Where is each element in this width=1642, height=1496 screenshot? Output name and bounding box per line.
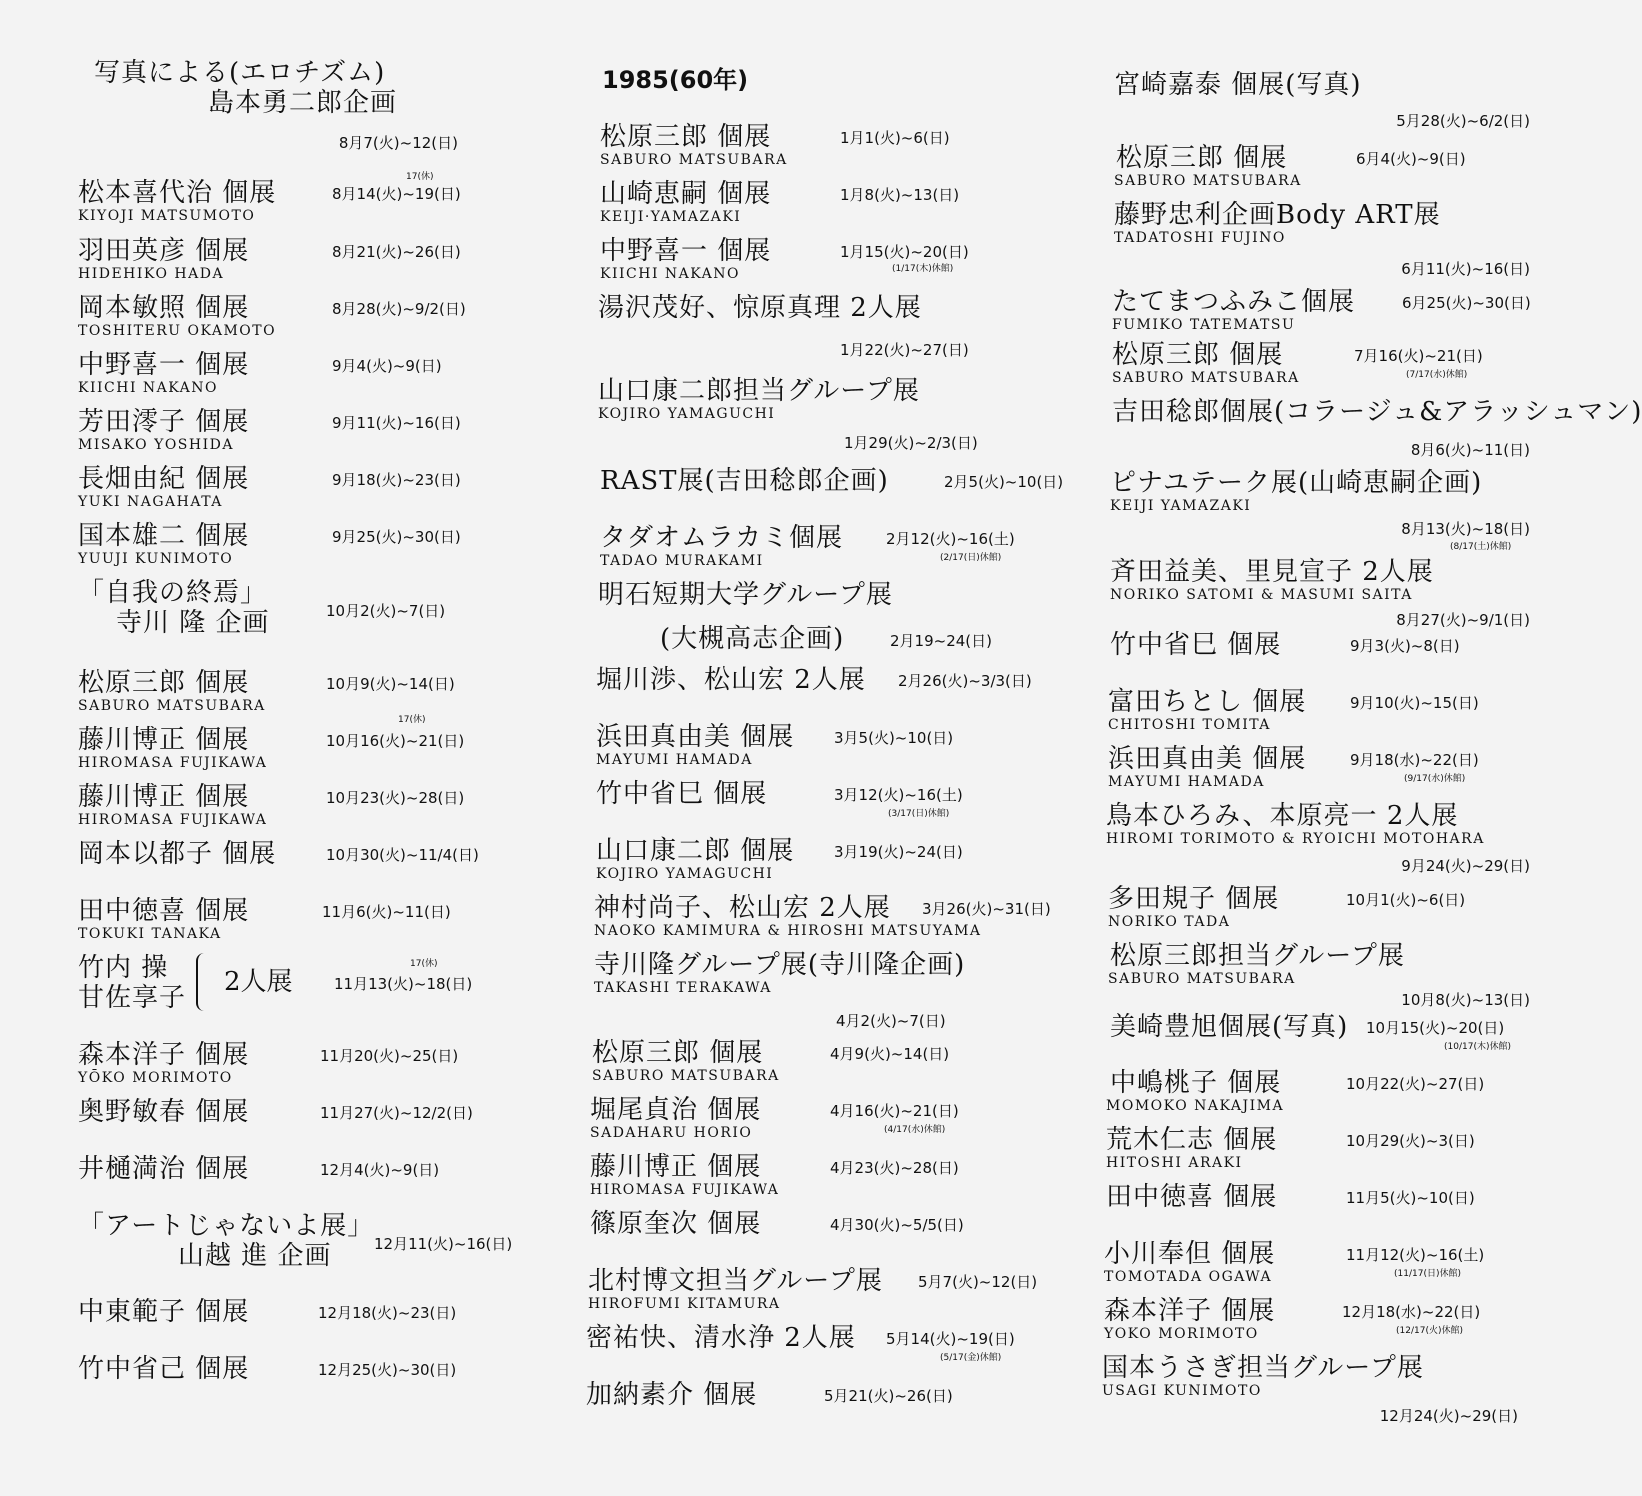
exhibition-date: 8月7(火)~12(日) (338, 134, 458, 152)
exhibition-title: 「アートじゃないよ展」 (78, 1211, 375, 1241)
closure-note: (7/17(水)休館) (1406, 370, 1468, 380)
exhibition-date: 11月27(火)~12/2(日) (320, 1104, 473, 1122)
exhibition-date: 9月10(火)~15(日) (1350, 694, 1479, 712)
exhibition-organizer: 山越 進 企画 (178, 1241, 332, 1271)
artist-romaji: FUMIKO TATEMATSU (1112, 317, 1296, 333)
exhibition-date: 12月4(火)~9(日) (320, 1161, 440, 1179)
list-item (78, 839, 518, 869)
exhibition-title: 竹中省己 個展 (78, 1354, 250, 1384)
exhibition-date: 3月19(火)~24(日) (834, 843, 963, 861)
exhibition-title: 斉田益美、里見宣子 2人展 (1110, 557, 1434, 587)
list-item (584, 122, 1024, 168)
artist-romaji: TADAO MURAKAMI (600, 553, 764, 569)
list-item (78, 578, 518, 638)
exhibition-date: 9月24(火)~29(日) (1401, 857, 1530, 875)
artist-romaji: YUUJI KUNIMOTO (78, 551, 234, 567)
artist-romaji: HIDEHIKO HADA (78, 266, 225, 282)
list-item (78, 1297, 518, 1327)
list-item (1100, 630, 1530, 660)
exhibition-date: 12月18(水)~22(日) (1342, 1303, 1481, 1321)
list-item (1100, 557, 1530, 629)
exhibition-title: 吉田稔郎個展(コラージュ&アラッシュマン) (1112, 397, 1642, 427)
exhibition-title: 藤川博正 個展 (78, 725, 250, 755)
exhibition-date: 10月2(火)~7(日) (326, 602, 446, 620)
exhibition-date: 2月12(火)~16(土) (886, 530, 1015, 548)
artist-romaji: YOKO MORIMOTO (1104, 1326, 1259, 1342)
list-item (1100, 70, 1530, 130)
artist-romaji: SABURO MATSUBARA (600, 152, 788, 168)
exhibition-organizer: 寺川 隆 企画 (116, 608, 270, 638)
list-item (1100, 143, 1530, 189)
artist-romaji: HITOSHI ARAKI (1106, 1155, 1243, 1171)
artist-romaji: KOJIRO YAMAGUCHI (598, 406, 776, 422)
list-item (584, 1152, 1024, 1198)
exhibition-title: 井樋満治 個展 (78, 1154, 250, 1184)
exhibition-date: 4月2(火)~7(日) (836, 1012, 946, 1030)
exhibition-date: 8月6(火)~11(日) (1410, 441, 1530, 459)
list-item (78, 953, 518, 1013)
artist-romaji: MAYUMI HAMADA (1108, 774, 1265, 790)
exhibition-title: 明石短期大学グループ展 (598, 580, 893, 610)
exhibition-title: 山口康二郎 個展 (596, 836, 795, 866)
exhibition-date: 10月15(火)~20(日) (1366, 1019, 1505, 1037)
exhibition-date: 10月1(火)~6(日) (1346, 891, 1466, 909)
exhibition-title: 写真による(エロチズム) (94, 58, 386, 88)
exhibition-date: 1月22(火)~27(日) (840, 341, 969, 359)
exhibition-title: 美崎豊旭個展(写真) (1110, 1012, 1349, 1042)
exhibition-title: 藤川博正 個展 (590, 1152, 762, 1182)
list-item (1100, 1353, 1530, 1425)
list-item (584, 1038, 1024, 1084)
artist-romaji: KEIJI YAMAZAKI (1110, 498, 1252, 514)
column-1 (78, 0, 578, 1496)
list-item (1100, 941, 1530, 1009)
exhibition-title: 竹内 操 (78, 953, 169, 983)
exhibition-date: 11月13(火)~18(日) (334, 975, 473, 993)
artist-romaji: NORIKO SATOMI & MASUMI SAITA (1110, 587, 1413, 603)
artist-romaji: TOMOTADA OGAWA (1104, 1269, 1273, 1285)
exhibition-title: 国本うさぎ担当グループ展 (1102, 1353, 1424, 1383)
exhibition-title: 岡本以都子 個展 (78, 839, 277, 869)
exhibition-date: 5月21(火)~26(日) (824, 1387, 953, 1405)
exhibition-title: 北村博文担当グループ展 (588, 1266, 883, 1296)
exhibition-title: 竹中省巳 個展 (1110, 630, 1282, 660)
exhibition-date: 9月4(火)~9(日) (332, 357, 442, 375)
closure-note: (3/17(日)休館) (888, 809, 950, 819)
list-item (1100, 397, 1642, 459)
exhibition-date: 11月6(火)~11(日) (322, 903, 451, 921)
exhibition-date: 12月24(火)~29(日) (1379, 1407, 1518, 1425)
exhibition-title: 岡本敏照 個展 (78, 293, 250, 323)
exhibition-title: 宮崎嘉泰 個展(写真) (1114, 70, 1362, 100)
exhibition-date: 10月16(火)~21(日) (326, 732, 465, 750)
list-item (584, 376, 1024, 452)
year-heading (584, 66, 1024, 94)
exhibition-subtitle: 島本勇二郎企画 (208, 88, 398, 118)
artist-romaji: TOKUKI TANAKA (78, 926, 222, 942)
exhibition-title: 堀川渉、松山宏 2人展 (596, 665, 866, 695)
exhibition-title: 多田規子 個展 (1108, 884, 1280, 914)
exhibition-date: 9月11(火)~16(日) (332, 414, 461, 432)
list-item (78, 1097, 518, 1127)
exhibition-title: 田中徳喜 個展 (1106, 1182, 1278, 1212)
artist-romaji: KIYOJI MATSUMOTO (78, 208, 256, 224)
list-item (78, 715, 518, 771)
artist-romaji: NAOKO KAMIMURA & HIROSHI MATSUYAMA (594, 923, 982, 939)
list-item (78, 293, 518, 339)
list-item (1100, 1239, 1530, 1285)
exhibition-title: 山崎恵嗣 個展 (600, 179, 772, 209)
exhibition-title: タダオムラカミ個展 (600, 523, 844, 553)
list-item (584, 1266, 1038, 1312)
closure-note: (10/17(木)休館) (1444, 1042, 1511, 1052)
exhibition-title: たてまつふみこ個展 (1112, 287, 1356, 317)
closure-note: (9/17(水)休館) (1404, 774, 1466, 784)
exhibition-date: 6月25(火)~30(日) (1402, 294, 1531, 312)
exhibition-date: 8月14(火)~19(日) (332, 185, 461, 203)
exhibition-date: 6月4(火)~9(日) (1356, 150, 1466, 168)
list-item (78, 464, 518, 510)
list-item (1100, 287, 1530, 333)
exhibition-date: 9月3(火)~8(日) (1350, 637, 1460, 655)
artist-romaji: KEIJI·YAMAZAKI (600, 209, 742, 225)
exhibition-date: 1月8(火)~13(日) (840, 186, 960, 204)
list-item (584, 1209, 1024, 1239)
list-item (584, 1380, 1024, 1410)
exhibition-date: 12月18(火)~23(日) (318, 1304, 457, 1322)
list-item (1100, 801, 1530, 875)
artist-romaji: MOMOKO NAKAJIMA (1106, 1098, 1285, 1114)
exhibition-title: 松原三郎 個展 (592, 1038, 764, 1068)
exhibition-date: 8月13(火)~18(日) (1401, 520, 1530, 538)
exhibition-date: 11月20(火)~25(日) (320, 1047, 459, 1065)
exhibition-title: ピナユテーク展(山崎恵嗣企画) (1110, 468, 1483, 498)
artist-romaji: TADATOSHI FUJINO (1114, 230, 1286, 246)
list-item (1100, 1182, 1530, 1212)
exhibition-title: 松原三郎 個展 (600, 122, 772, 152)
pair-exhibition-label: 2人展 (224, 967, 293, 997)
artist-romaji: KIICHI NAKANO (78, 380, 219, 396)
closure-note: (12/17(火)休館) (1396, 1326, 1463, 1336)
exhibition-date: 10月23(火)~28(日) (326, 789, 465, 807)
exhibition-title: 「自我の終焉」 (78, 578, 268, 608)
brace-icon (196, 953, 212, 1011)
list-item (78, 58, 518, 152)
exhibition-title: 芳田澪子 個展 (78, 407, 250, 437)
list-item (1100, 744, 1530, 790)
exhibition-date: 3月26(火)~31(日) (922, 900, 1051, 918)
list-item (1100, 1125, 1530, 1171)
exhibition-date: 10月22(火)~27(日) (1346, 1075, 1485, 1093)
exhibition-title-second: 甘佐享子 (78, 983, 187, 1013)
exhibition-date: 3月5(火)~10(日) (834, 729, 954, 747)
artist-romaji: NORIKO TADA (1108, 914, 1231, 930)
artist-romaji: HIROMASA FUJIKAWA (590, 1182, 780, 1198)
exhibition-date: 12月25(火)~30(日) (318, 1361, 457, 1379)
artist-romaji: SABURO MATSUBARA (592, 1068, 780, 1084)
exhibition-date: 9月18(水)~22(日) (1350, 751, 1479, 769)
list-item (1100, 1068, 1530, 1114)
exhibition-title: 羽田英彦 個展 (78, 236, 250, 266)
artist-romaji: SABURO MATSUBARA (1108, 971, 1296, 987)
exhibition-title: 長畑由紀 個展 (78, 464, 250, 494)
column-3 (1100, 0, 1642, 1496)
year-label: 1985(60年) (602, 66, 749, 94)
artist-romaji: SABURO MATSUBARA (1114, 173, 1302, 189)
exhibition-date: 1月1(火)~6(日) (840, 129, 950, 147)
list-item (1100, 1296, 1530, 1342)
exhibition-title: 篠原奎次 個展 (590, 1209, 762, 1239)
exhibition-date: 12月11(火)~16(日) (374, 1235, 513, 1253)
exhibition-title: 小川奉但 個展 (1104, 1239, 1276, 1269)
exhibition-title: 竹中省巳 個展 (596, 779, 768, 809)
exhibition-date: 11月12(火)~16(土) (1346, 1246, 1485, 1264)
exhibition-title: 国本雄二 個展 (78, 521, 250, 551)
exhibition-title: 密祐快、清水浄 2人展 (586, 1323, 856, 1353)
exhibition-date: 5月7(火)~12(日) (918, 1273, 1038, 1291)
list-item (78, 1154, 518, 1184)
artist-romaji: HIROFUMI KITAMURA (588, 1296, 781, 1312)
list-item (78, 1354, 518, 1384)
closure-note: (2/17(日)休館) (940, 553, 1002, 563)
exhibition-title: 中東範子 個展 (78, 1297, 250, 1327)
exhibition-date: 10月30(火)~11/4(日) (326, 846, 479, 864)
artist-romaji: HIROMASA FUJIKAWA (78, 755, 268, 771)
artist-romaji: YUKI NAGAHATA (78, 494, 223, 510)
exhibition-title: 中野喜一 個展 (600, 236, 772, 266)
artist-romaji: SADAHARU HORIO (590, 1125, 753, 1141)
list-item (78, 896, 518, 942)
list-item (584, 722, 1024, 768)
holiday-note: 17(休) (398, 715, 426, 725)
list-item (78, 350, 518, 396)
exhibition-organizer: (大槻高志企画) (660, 624, 845, 654)
list-item (1100, 884, 1530, 930)
holiday-note: 17(休) (406, 172, 434, 182)
list-item (584, 1095, 1024, 1141)
exhibition-title: RAST展(吉田稔郎企画) (600, 466, 889, 496)
exhibition-title: 森本洋子 個展 (78, 1040, 250, 1070)
artist-romaji: MAYUMI HAMADA (596, 752, 753, 768)
exhibition-date: 11月5(火)~10(日) (1346, 1189, 1475, 1207)
exhibition-title: 森本洋子 個展 (1104, 1296, 1276, 1326)
exhibition-date: 1月15(火)~20(日) (840, 243, 969, 261)
list-item (78, 782, 518, 828)
closure-note: (11/17(日)休館) (1394, 1269, 1461, 1279)
exhibition-title: 藤川博正 個展 (78, 782, 250, 812)
list-item (584, 893, 1051, 939)
list-item (584, 236, 1024, 282)
exhibition-date: 4月23(火)~28(日) (830, 1159, 959, 1177)
exhibition-date: 8月28(火)~9/2(日) (332, 300, 466, 318)
exhibition-title: 浜田真由美 個展 (1108, 744, 1307, 774)
exhibition-date: 8月21(火)~26(日) (332, 243, 461, 261)
artist-romaji: TOSHITERU OKAMOTO (78, 323, 277, 339)
list-item (78, 521, 518, 567)
list-item (584, 665, 1032, 695)
exhibition-date: 2月5(火)~10(日) (944, 473, 1064, 491)
list-item (78, 407, 518, 453)
closure-note: (4/17(水)休館) (884, 1125, 946, 1135)
exhibition-date: 7月16(火)~21(日) (1354, 347, 1483, 365)
artist-romaji: KOJIRO YAMAGUCHI (596, 866, 774, 882)
exhibition-date: 3月12(火)~16(土) (834, 786, 963, 804)
exhibition-date: 9月18(火)~23(日) (332, 471, 461, 489)
exhibition-title: 松原三郎担当グループ展 (1110, 941, 1405, 971)
exhibition-title: 中野喜一 個展 (78, 350, 250, 380)
exhibition-title: 松原三郎 個展 (78, 668, 250, 698)
list-item (584, 950, 1024, 1030)
exhibition-title: 鳥本ひろみ、本原亮一 2人展 (1106, 801, 1459, 831)
exhibition-title: 田中徳喜 個展 (78, 896, 250, 926)
list-item (584, 466, 1064, 496)
list-item (584, 779, 1024, 819)
exhibition-title: 寺川隆グループ展(寺川隆企画) (594, 950, 966, 980)
exhibition-date: 4月30(火)~5/5(日) (830, 1216, 964, 1234)
column-2 (584, 0, 1084, 1496)
list-item (1100, 200, 1530, 278)
list-item (78, 1211, 518, 1271)
holiday-note: 17(休) (410, 959, 438, 969)
exhibition-title: 湯沢茂好、惊原真理 2人展 (598, 293, 922, 323)
closure-note: (1/17(木)休館) (892, 264, 954, 274)
list-item (584, 293, 1024, 359)
exhibition-title: 浜田真由美 個展 (596, 722, 795, 752)
list-item (78, 1040, 518, 1086)
exhibition-date: 10月8(火)~13(日) (1401, 991, 1530, 1009)
exhibition-date: 6月11(火)~16(日) (1401, 260, 1530, 278)
exhibition-date: 9月25(火)~30(日) (332, 528, 461, 546)
exhibition-date: 4月9(火)~14(日) (830, 1045, 950, 1063)
list-item (584, 580, 1024, 654)
artist-romaji: USAGI KUNIMOTO (1102, 1383, 1262, 1399)
exhibition-title: 松原三郎 個展 (1116, 143, 1288, 173)
artist-romaji: SABURO MATSUBARA (78, 698, 266, 714)
artist-romaji: SABURO MATSUBARA (1112, 370, 1300, 386)
exhibition-title: 松本喜代治 個展 (78, 178, 277, 208)
exhibition-date: 2月19~24(日) (890, 632, 992, 650)
exhibition-date: 5月14(火)~19(日) (886, 1330, 1015, 1348)
closure-note: (5/17(金)休館) (940, 1353, 1002, 1363)
exhibition-date: 1月29(火)~2/3(日) (844, 434, 978, 452)
exhibition-date: 2月26(火)~3/3(日) (898, 672, 1032, 690)
list-item (1100, 468, 1530, 552)
list-item (1100, 1012, 1530, 1052)
exhibition-title: 奥野敏春 個展 (78, 1097, 250, 1127)
list-item (584, 836, 1024, 882)
exhibition-title: 富田ちとし 個展 (1108, 687, 1307, 717)
exhibition-title: 荒木仁志 個展 (1106, 1125, 1278, 1155)
artist-romaji: KIICHI NAKANO (600, 266, 741, 282)
exhibition-title: 藤野忠利企画Body ART展 (1114, 200, 1441, 230)
list-item (584, 179, 1024, 225)
exhibition-date: 8月27(火)~9/1(日) (1396, 611, 1530, 629)
exhibition-title: 堀尾貞治 個展 (590, 1095, 762, 1125)
list-item (584, 1323, 1024, 1363)
exhibition-date: 10月29(火)~3(日) (1346, 1132, 1475, 1150)
list-item (1100, 687, 1530, 733)
exhibition-date: 4月16(火)~21(日) (830, 1102, 959, 1120)
list-item (78, 668, 518, 714)
artist-romaji: MISAKO YOSHIDA (78, 437, 234, 453)
exhibition-title: 神村尚子、松山宏 2人展 (594, 893, 891, 923)
list-item (78, 236, 518, 282)
artist-romaji: TAKASHI TERAKAWA (594, 980, 772, 996)
artist-romaji: CHITOSHI TOMITA (1108, 717, 1271, 733)
exhibition-date: 10月9(火)~14(日) (326, 675, 455, 693)
exhibition-title: 加納素介 個展 (586, 1380, 758, 1410)
exhibition-date: 5月28(火)~6/2(日) (1396, 112, 1530, 130)
closure-note: (8/17(土)休館) (1450, 542, 1512, 552)
list-item (584, 523, 1024, 569)
exhibition-title: 松原三郎 個展 (1112, 340, 1284, 370)
artist-romaji: YŌKO MORIMOTO (78, 1070, 233, 1086)
list-item (1100, 340, 1530, 386)
exhibition-title: 山口康二郎担当グループ展 (598, 376, 920, 406)
artist-romaji: HIROMASA FUJIKAWA (78, 812, 268, 828)
exhibition-title: 中嶋桃子 個展 (1110, 1068, 1282, 1098)
list-item (78, 172, 518, 224)
artist-romaji: HIROMI TORIMOTO & RYOICHI MOTOHARA (1106, 831, 1485, 847)
